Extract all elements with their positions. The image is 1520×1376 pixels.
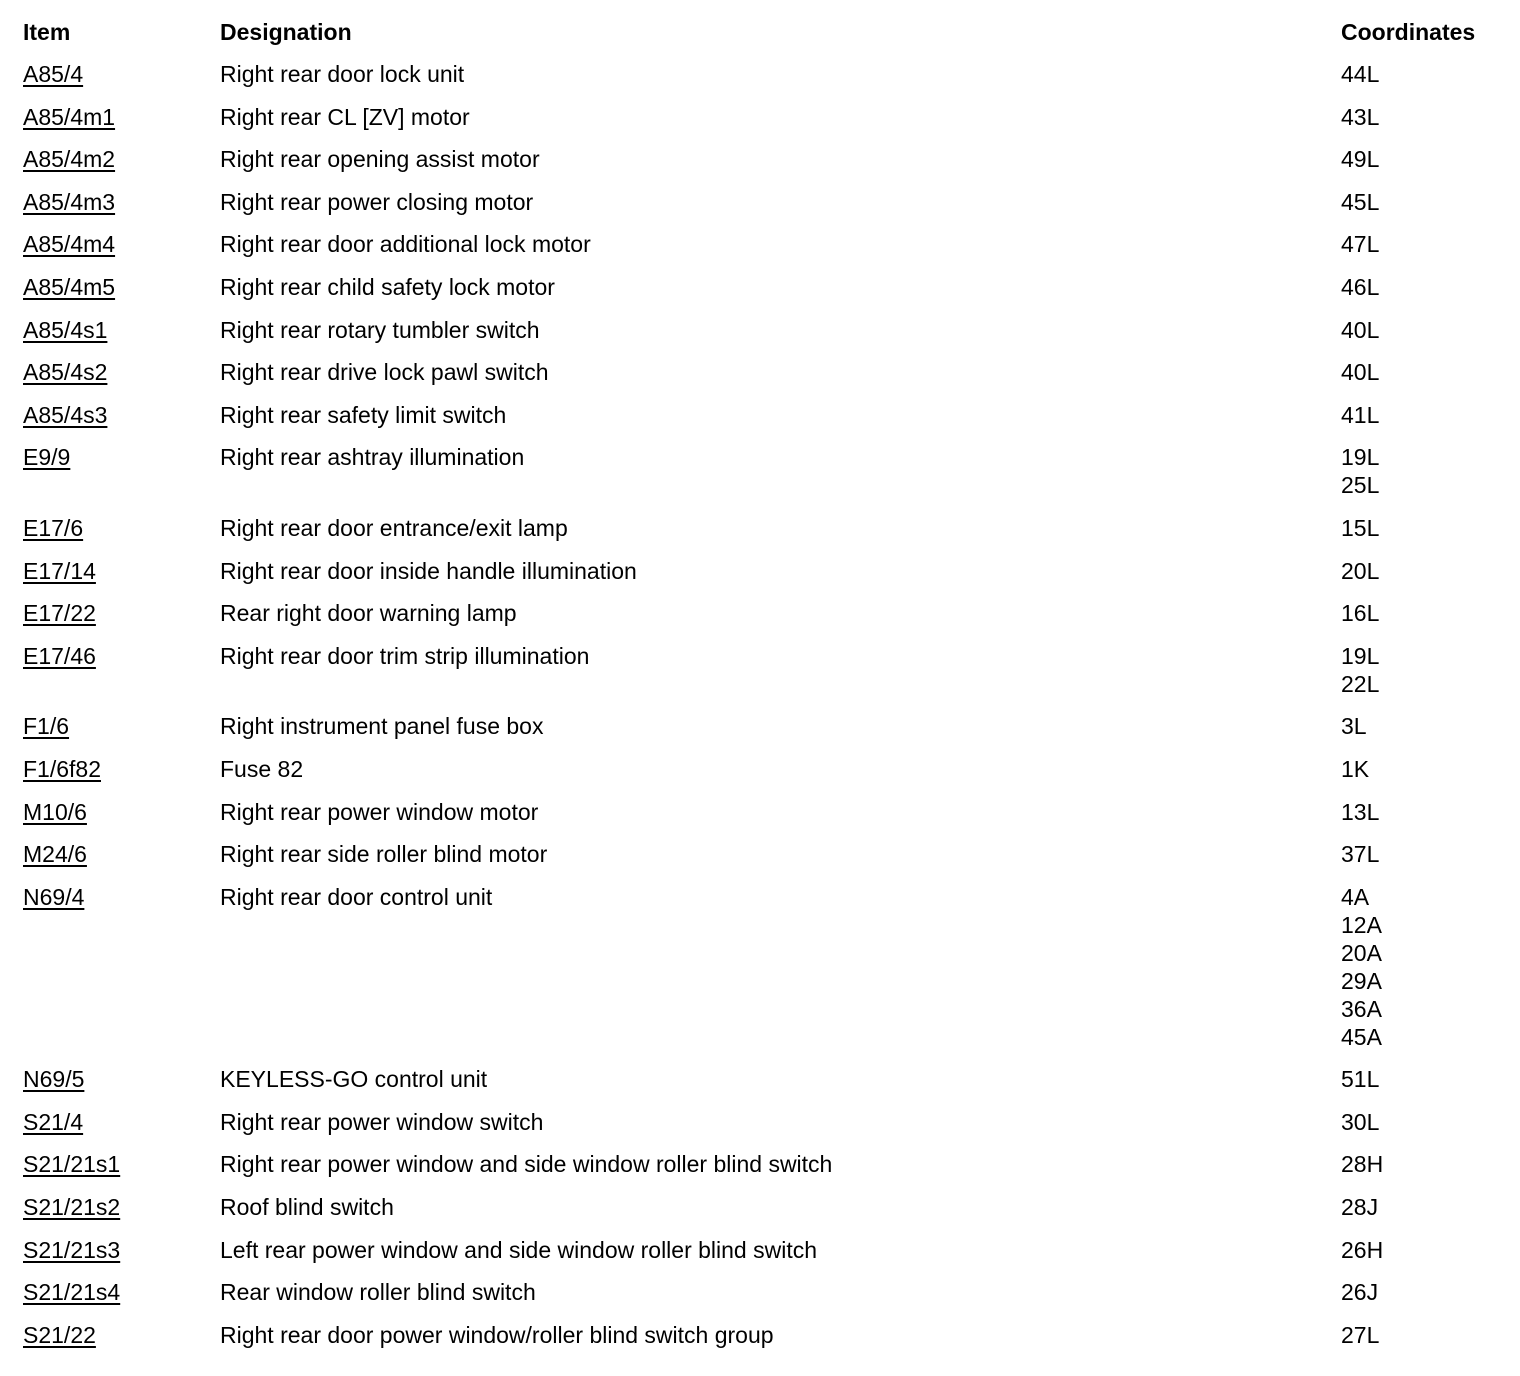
coordinate-value: 26H (1341, 1236, 1384, 1263)
coordinate-value: 45A (1341, 1023, 1382, 1050)
table-row (23, 514, 1503, 557)
coordinate-value: 37L (1341, 841, 1380, 868)
coordinates-cell (1341, 1236, 1383, 1264)
item-link[interactable]: S21/21s1 (23, 1151, 121, 1178)
coordinate-value: 40L (1341, 359, 1380, 386)
table-row (23, 1150, 1503, 1193)
coordinate-value: 15L (1341, 514, 1380, 541)
designation-cell: Right rear opening assist motor (220, 146, 540, 173)
coordinates-cell (1341, 755, 1369, 783)
coordinate-value: 26J (1341, 1279, 1379, 1306)
coordinate-value: 43L (1341, 103, 1380, 130)
designation-cell: Roof blind switch (220, 1194, 394, 1221)
item-link[interactable]: A85/4 (23, 61, 84, 87)
coordinate-value: 51L (1341, 1066, 1380, 1093)
coordinates-cell (1341, 712, 1367, 740)
item-link[interactable]: E17/22 (23, 600, 96, 627)
coordinate-value: 27L (1341, 1321, 1380, 1348)
coordinate-value: 22L (1341, 670, 1380, 697)
coordinate-value: 20A (1341, 939, 1382, 966)
coordinates-cell (1341, 188, 1379, 216)
item-link[interactable]: F1/6 (23, 713, 70, 740)
table-row (23, 443, 1503, 514)
designation-cell: Right rear power window switch (220, 1108, 544, 1135)
coordinates-cell (1341, 145, 1379, 173)
designation-cell: Right rear side roller blind motor (220, 841, 548, 868)
coordinate-value: 28H (1341, 1151, 1384, 1178)
item-cell (23, 316, 220, 344)
item-link[interactable]: A85/4m1 (23, 103, 116, 130)
coordinates-cell (1341, 1108, 1379, 1136)
item-link[interactable]: N69/5 (23, 1066, 85, 1093)
item-cell (23, 1321, 220, 1349)
item-link[interactable]: E9/9 (23, 444, 71, 471)
coordinate-value: 12A (1341, 911, 1382, 938)
coordinates-cell (1341, 273, 1379, 301)
table-row (23, 1065, 1503, 1108)
coordinate-value: 29A (1341, 967, 1382, 994)
item-cell (23, 1065, 220, 1093)
item-cell (23, 230, 220, 258)
item-link[interactable]: S21/21s4 (23, 1279, 121, 1306)
table-row (23, 316, 1503, 359)
table-body (23, 60, 1503, 1363)
item-cell (23, 840, 220, 868)
table-row (23, 883, 1503, 1066)
designation-cell: Right rear door entrance/exit lamp (220, 514, 568, 541)
coordinate-value: 40L (1341, 316, 1380, 343)
coordinates-cell (1341, 103, 1379, 131)
designation-cell: Right rear rotary tumbler switch (220, 316, 540, 343)
coordinates-cell (1341, 883, 1382, 1051)
designation-cell: Right rear ashtray illumination (220, 444, 525, 471)
table-row (23, 755, 1503, 798)
coordinate-value: 13L (1341, 798, 1380, 825)
item-cell (23, 557, 220, 585)
item-link[interactable]: E17/14 (23, 557, 96, 584)
designation-cell: Right instrument panel fuse box (220, 713, 544, 740)
table-row (23, 1278, 1503, 1321)
designation-cell: Right rear drive lock pawl switch (220, 359, 549, 386)
table-row (23, 840, 1503, 883)
item-cell (23, 188, 220, 216)
header-designation: Designation (220, 19, 352, 45)
coordinates-cell (1341, 840, 1379, 868)
designation-cell: Rear right door warning lamp (220, 600, 517, 627)
item-link[interactable]: A85/4m2 (23, 146, 116, 173)
coordinates-cell (1341, 1150, 1383, 1178)
designation-cell: Right rear child safety lock motor (220, 273, 555, 300)
coordinate-value: 20L (1341, 557, 1380, 584)
coordinates-cell (1341, 230, 1379, 258)
table-row (23, 230, 1503, 273)
designation-cell: Rear window roller blind switch (220, 1279, 536, 1306)
coordinate-value: 4A (1341, 883, 1370, 910)
item-link[interactable]: S21/4 (23, 1108, 84, 1135)
coordinate-value: 16L (1341, 600, 1380, 627)
designation-cell: Left rear power window and side window roller blind switch (220, 1236, 818, 1263)
coordinate-value: 19L (1341, 444, 1380, 471)
coordinates-cell (1341, 1321, 1379, 1349)
coordinate-value: 45L (1341, 188, 1380, 215)
header-item: Item (23, 19, 71, 45)
table-row (23, 557, 1503, 600)
coordinate-value: 28J (1341, 1194, 1379, 1221)
item-cell (23, 514, 220, 542)
item-cell (23, 642, 220, 670)
item-cell (23, 145, 220, 173)
table-row (23, 1193, 1503, 1236)
item-cell (23, 273, 220, 301)
table-row (23, 599, 1503, 642)
item-cell (23, 103, 220, 131)
coordinate-value: 19L (1341, 642, 1380, 669)
coordinate-value: 30L (1341, 1108, 1380, 1135)
item-link[interactable]: F1/6f82 (23, 755, 101, 782)
item-cell (23, 1236, 220, 1264)
coordinate-value: 41L (1341, 401, 1380, 428)
coordinates-cell (1341, 316, 1379, 344)
item-link[interactable]: A85/4s1 (23, 316, 108, 343)
coordinates-cell (1341, 358, 1379, 386)
table-row (23, 1236, 1503, 1279)
coordinates-cell (1341, 1065, 1379, 1093)
designation-cell: Right rear door control unit (220, 883, 493, 910)
item-cell (23, 798, 220, 826)
table-row (23, 358, 1503, 401)
coordinates-cell (1341, 642, 1379, 698)
item-link[interactable]: A85/4m3 (23, 188, 116, 215)
item-link[interactable]: E17/6 (23, 514, 84, 541)
item-cell (23, 883, 220, 911)
designation-cell: Right rear safety limit switch (220, 401, 507, 428)
table-row (23, 145, 1503, 188)
table-header (23, 18, 1503, 60)
table-row (23, 188, 1503, 231)
item-link[interactable]: S21/21s2 (23, 1194, 121, 1221)
item-cell (23, 1278, 220, 1306)
coordinates-cell (1341, 60, 1379, 88)
coordinate-value: 49L (1341, 146, 1380, 173)
coordinate-value: 46L (1341, 273, 1380, 300)
coordinate-value: 1K (1341, 755, 1370, 782)
designation-cell: Right rear door power window/roller blind switch group (220, 1321, 774, 1348)
item-link[interactable]: S21/21s3 (23, 1236, 121, 1263)
item-link[interactable]: A85/4s2 (23, 359, 108, 386)
coordinate-value: 44L (1341, 61, 1380, 87)
coordinate-value: 3L (1341, 713, 1367, 740)
coordinates-cell (1341, 401, 1379, 429)
designation-cell: Right rear power closing motor (220, 188, 534, 215)
coordinates-cell (1341, 1278, 1378, 1306)
coordinates-cell (1341, 1193, 1378, 1221)
item-cell (23, 599, 220, 627)
table-row (23, 798, 1503, 841)
component-table (23, 18, 1503, 1363)
table-row (23, 1321, 1503, 1364)
designation-cell: Right rear door lock unit (220, 61, 465, 87)
item-link[interactable]: S21/22 (23, 1321, 96, 1348)
item-cell (23, 1150, 220, 1178)
item-cell (23, 712, 220, 740)
coordinates-cell (1341, 514, 1379, 542)
item-link[interactable]: A85/4m5 (23, 273, 116, 300)
designation-cell: Fuse 82 (220, 755, 304, 782)
item-link[interactable]: A85/4s3 (23, 401, 108, 428)
designation-cell: Right rear door trim strip illumination (220, 642, 590, 669)
item-link[interactable]: E17/46 (23, 642, 96, 669)
designation-cell: KEYLESS-GO control unit (220, 1066, 488, 1093)
item-cell (23, 401, 220, 429)
coordinates-cell (1341, 557, 1379, 585)
designation-cell: Right rear power window and side window roller blind switch (220, 1151, 833, 1178)
header-coordinates: Coordinates (1341, 19, 1476, 45)
coordinate-value: 36A (1341, 995, 1382, 1022)
item-cell (23, 60, 220, 88)
item-cell (23, 443, 220, 471)
item-cell (23, 755, 220, 783)
table-row (23, 712, 1503, 755)
designation-cell: Right rear power window motor (220, 798, 539, 825)
item-link[interactable]: N69/4 (23, 883, 85, 910)
item-link[interactable]: M10/6 (23, 798, 87, 825)
coordinate-value: 47L (1341, 231, 1380, 258)
item-cell (23, 1108, 220, 1136)
table-row (23, 642, 1503, 713)
item-link[interactable]: A85/4m4 (23, 231, 116, 258)
coordinates-cell (1341, 443, 1379, 499)
coordinates-cell (1341, 599, 1379, 627)
coordinates-cell (1341, 798, 1379, 826)
table-row (23, 60, 1503, 103)
designation-cell: Right rear door inside handle illumination (220, 557, 637, 584)
designation-cell: Right rear CL [ZV] motor (220, 103, 470, 130)
table-row (23, 401, 1503, 444)
table-row (23, 103, 1503, 146)
item-cell (23, 1193, 220, 1221)
designation-cell: Right rear door additional lock motor (220, 231, 591, 258)
coordinate-value: 25L (1341, 472, 1380, 499)
item-link[interactable]: M24/6 (23, 841, 87, 868)
table-row (23, 1108, 1503, 1151)
item-cell (23, 358, 220, 386)
table-row (23, 273, 1503, 316)
